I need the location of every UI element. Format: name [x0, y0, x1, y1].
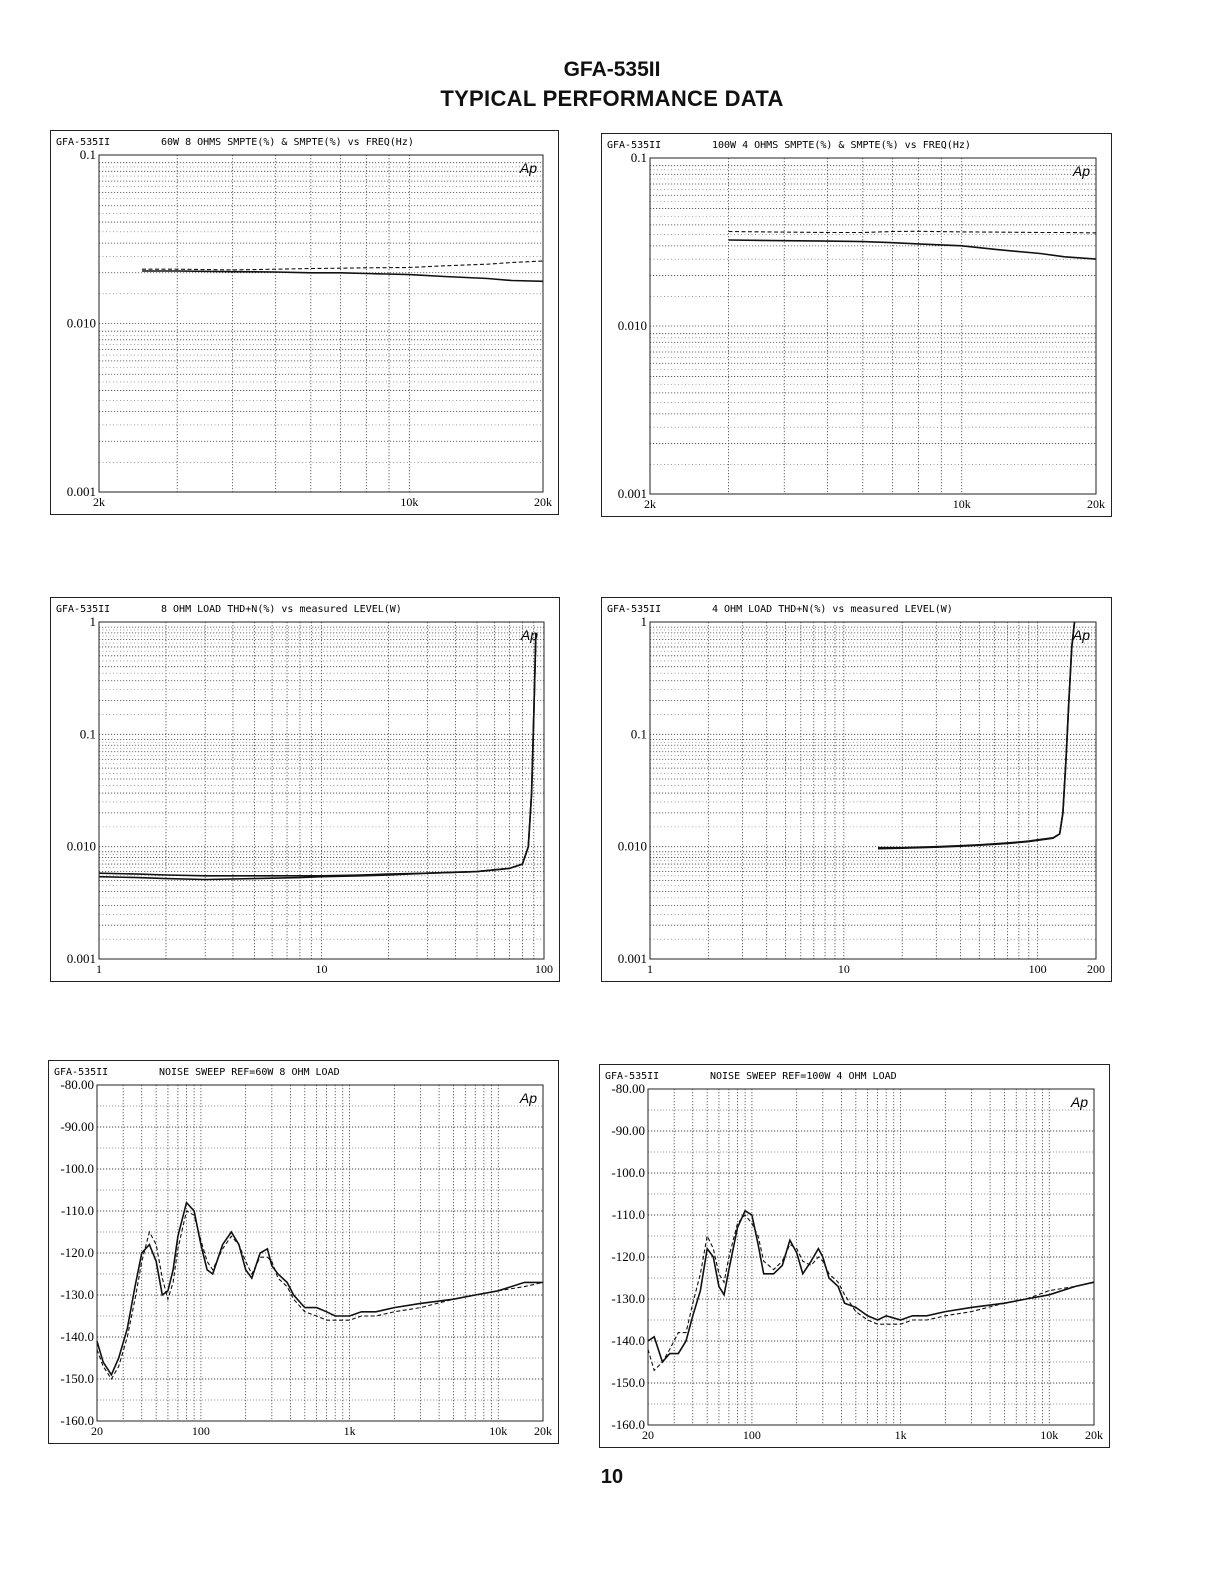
y-tick-label: -160.0	[611, 1417, 645, 1432]
y-tick-label: 0.1	[630, 150, 647, 165]
y-tick-label: -130.0	[60, 1287, 94, 1302]
series-line-dashed	[142, 261, 543, 270]
series-line-solid	[729, 240, 1097, 259]
ap-logo: Ap	[519, 160, 537, 176]
y-tick-label: 0.001	[66, 951, 96, 966]
chart-panel-smpte-4ohm	[601, 133, 1112, 517]
y-tick-label: -100.0	[60, 1161, 94, 1176]
y-tick-label: -90.00	[60, 1119, 94, 1134]
chart-title: 8 OHM LOAD THD+N(%) vs measured LEVEL(W)	[161, 604, 402, 615]
series-line-dashed	[648, 1215, 1094, 1370]
x-tick-label: 100	[1028, 962, 1047, 976]
x-tick-label: 20	[91, 1424, 103, 1438]
chart-panel-noise-4ohm	[599, 1064, 1110, 1448]
series-line-solid	[878, 622, 1075, 849]
ap-logo: Ap	[1072, 163, 1090, 179]
ap-logo: Ap	[1072, 627, 1090, 643]
chart-source-label: GFA-535II	[605, 1071, 660, 1082]
x-tick-label: 1	[96, 962, 102, 976]
x-tick-label: 20k	[534, 495, 552, 509]
series-line-solid	[99, 633, 536, 876]
x-tick-label: 200	[1087, 962, 1105, 976]
x-tick-label: 1k	[894, 1428, 907, 1442]
chart-panel-thd-8ohm	[50, 597, 560, 982]
chart-plot	[600, 1065, 1111, 1449]
y-tick-label: 0.001	[617, 951, 647, 966]
y-tick-label: 0.010	[66, 838, 96, 854]
y-tick-label: -90.00	[611, 1123, 645, 1138]
x-tick-label: 100	[191, 1424, 210, 1438]
x-tick-label: 100	[535, 962, 553, 976]
chart-source-label: GFA-535II	[607, 604, 662, 615]
x-tick-label: 100	[742, 1428, 761, 1442]
y-tick-label: -140.0	[60, 1329, 94, 1344]
grid	[99, 622, 544, 959]
x-tick-label: 20k	[534, 1424, 552, 1438]
series-line-solid	[878, 622, 1075, 848]
series-line-solid	[97, 1203, 543, 1375]
x-tick-label: 20k	[1087, 497, 1105, 511]
y-tick-label: -110.0	[611, 1207, 645, 1222]
y-tick-label: 0.001	[617, 486, 647, 501]
chart-panel-thd-4ohm	[601, 597, 1112, 982]
series-line-solid	[99, 633, 536, 880]
x-tick-label: 10k	[489, 1424, 508, 1438]
x-tick-label: 10k	[400, 495, 419, 509]
model-heading: GFA-535II	[563, 58, 661, 81]
y-tick-label: -120.0	[611, 1249, 645, 1264]
grid	[99, 155, 543, 492]
y-tick-label: -80.00	[60, 1077, 94, 1092]
x-tick-label: 20k	[1085, 1428, 1103, 1442]
grid	[650, 158, 1096, 494]
x-tick-label: 1k	[343, 1424, 356, 1438]
ap-logo: Ap	[519, 1090, 537, 1106]
y-tick-label: 0.010	[617, 318, 647, 333]
grid	[97, 1085, 543, 1421]
y-tick-label: -120.0	[60, 1245, 94, 1260]
chart-source-label: GFA-535II	[56, 137, 111, 148]
y-tick-label: 0.1	[79, 726, 96, 742]
y-tick-label: -110.0	[60, 1203, 94, 1218]
y-tick-label: 0.010	[66, 315, 96, 331]
y-tick-label: 0.1	[630, 726, 647, 742]
chart-plot	[602, 134, 1113, 518]
ap-logo: Ap	[1070, 1094, 1088, 1110]
x-tick-label: 2k	[93, 495, 105, 509]
x-tick-label: 10	[837, 962, 850, 976]
y-tick-label: -100.0	[611, 1165, 645, 1180]
chart-plot	[51, 131, 560, 516]
x-tick-label: 1	[647, 962, 653, 976]
x-tick-label: 10k	[952, 497, 971, 511]
series-line-dashed	[729, 231, 1097, 233]
chart-plot	[602, 598, 1113, 983]
page-title: TYPICAL PERFORMANCE DATA	[440, 86, 784, 111]
x-tick-label: 2k	[644, 497, 656, 511]
x-tick-label: 10	[315, 962, 328, 976]
page-number: 10	[600, 1466, 624, 1488]
chart-source-label: GFA-535II	[54, 1067, 109, 1078]
chart-plot	[51, 598, 561, 983]
y-tick-label: -160.0	[60, 1413, 94, 1428]
y-tick-label: 0.010	[617, 838, 647, 854]
chart-title: NOISE SWEEP REF=100W 4 OHM LOAD	[710, 1071, 897, 1082]
x-tick-label: 10k	[1040, 1428, 1059, 1442]
x-tick-label: 20	[642, 1428, 654, 1442]
chart-title: 60W 8 OHMS SMPTE(%) & SMPTE(%) vs FREQ(Hz)	[161, 137, 414, 148]
chart-title: 100W 4 OHMS SMPTE(%) & SMPTE(%) vs FREQ(Hz)	[712, 140, 971, 151]
chart-panel-smpte-8ohm	[50, 130, 559, 515]
series-line-solid	[648, 1211, 1094, 1362]
y-tick-label: 1	[89, 614, 96, 629]
y-tick-label: -150.0	[60, 1371, 94, 1386]
chart-title: 4 OHM LOAD THD+N(%) vs measured LEVEL(W)	[712, 604, 953, 615]
chart-source-label: GFA-535II	[56, 604, 111, 615]
grid	[650, 622, 1096, 959]
y-tick-label: -150.0	[611, 1375, 645, 1390]
chart-panel-noise-8ohm	[48, 1060, 559, 1444]
y-tick-label: 0.001	[66, 484, 96, 499]
chart-title: NOISE SWEEP REF=60W 8 OHM LOAD	[159, 1067, 340, 1078]
y-tick-label: -140.0	[611, 1333, 645, 1348]
y-tick-label: -80.00	[611, 1081, 645, 1096]
ap-logo: Ap	[520, 627, 538, 643]
chart-source-label: GFA-535II	[607, 140, 662, 151]
y-tick-label: -130.0	[611, 1291, 645, 1306]
y-tick-label: 1	[640, 614, 647, 629]
y-tick-label: 0.1	[79, 147, 96, 162]
chart-plot	[49, 1061, 560, 1445]
